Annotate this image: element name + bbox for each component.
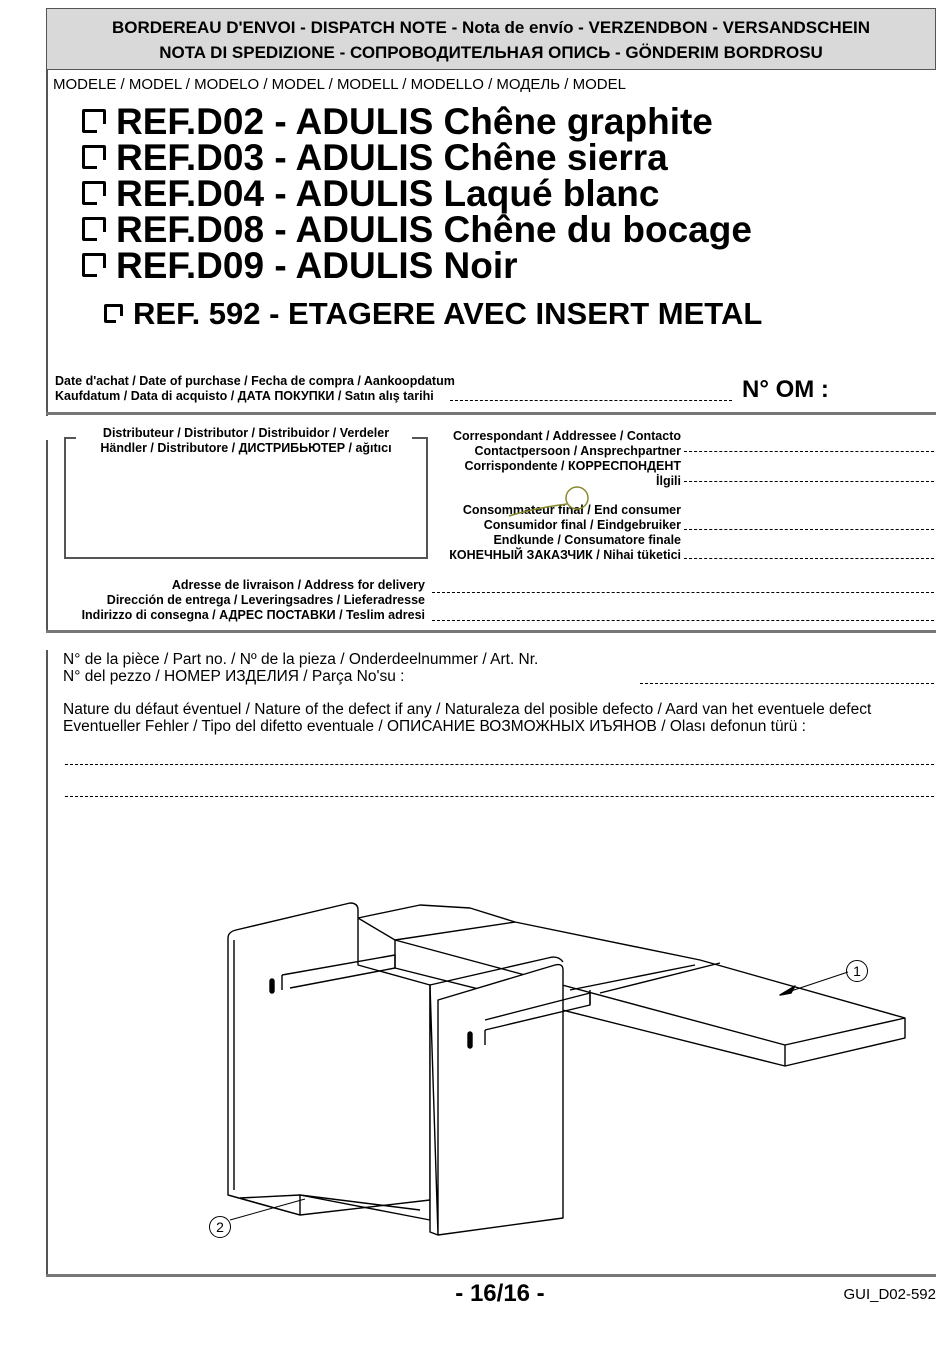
frame-left-bottom — [46, 650, 48, 1276]
delivery-label-3: Indirizzo di consegna / АДРЕС ПОСТАВКИ / Teslim adresi — [81, 608, 425, 622]
consumer-label-3: Endkunde / Consumatore finale — [493, 533, 681, 547]
distributor-label-2: Händler / Distributore / ДИСТРИБЬЮТЕР / ağıtıcı — [100, 441, 392, 455]
document-code: GUI_D02-592 — [843, 1286, 936, 1303]
consumer-label-1: Consommateur final / End consumer — [462, 503, 681, 517]
document-header — [46, 8, 936, 70]
checkbox-icon[interactable] — [104, 304, 123, 323]
consumer-field-1[interactable] — [684, 529, 934, 530]
defect-field-2[interactable] — [65, 796, 934, 797]
purchase-date-label-1: Date d'achat / Date of purchase / Fecha de compra / Aankoopdatum — [55, 374, 455, 388]
correspondent-label-3: Corrispondente / КОРРЕСПОНДЕНТ — [464, 459, 681, 473]
consumer-field-2[interactable] — [684, 558, 934, 559]
correspondent-label-1: Correspondant / Addressee / Contacto — [452, 429, 681, 443]
callout-1: 1 — [846, 960, 868, 982]
separator-1 — [46, 412, 936, 415]
distributor-label-1: Distributeur / Distributor / Distribuidor / Verdeler — [102, 426, 390, 440]
delivery-label-2: Dirección de entrega / Leveringsadres / Lieferadresse — [106, 593, 425, 607]
pen-mark-icon — [505, 486, 595, 522]
reference-592: REF. 592 - ETAGERE AVEC INSERT METAL — [104, 296, 762, 332]
separator-bottom — [46, 1274, 936, 1277]
frame-left-top — [46, 70, 48, 416]
correspondent-label-2: Contactpersoon / Ansprechpartner — [474, 444, 681, 458]
header-line-1: BORDEREAU D'ENVOI - DISPATCH NOTE - Nota de envío - VERZENDBON - VERSANDSCHEIN — [111, 18, 871, 37]
reference-item: REF.D02 - ADULIS Chêne graphite — [82, 104, 713, 140]
purchase-date-label-2: Kaufdatum / Data di acquisto / ДАТА ПОКУПКИ / Satın alış tarihi — [55, 389, 434, 403]
delivery-field-2[interactable] — [432, 620, 934, 621]
delivery-field-1[interactable] — [432, 592, 934, 593]
defect-label-2: Eventueller Fehler / Tipo del difetto eventuale / ОПИСАНИЕ ВОЗМОЖНЫХ ИЪЯНОВ / Olası defonun türü : — [63, 718, 806, 735]
om-number-label: N° OM : — [742, 376, 829, 403]
reference-item: REF.D09 - ADULIS Noir — [82, 248, 518, 284]
checkbox-icon[interactable] — [82, 181, 106, 205]
checkbox-icon[interactable] — [82, 253, 106, 277]
page-number: - 16/16 - — [455, 1280, 545, 1307]
correspondent-label-4: İlgili — [656, 474, 681, 488]
separator-2 — [46, 630, 936, 633]
header-line-2: NOTA DI SPEDIZIONE - СОПРОВОДИТЕЛЬНАЯ ОПИСЬ - GÖNDERIM BORDROSU — [159, 43, 823, 62]
part-number-label-1: N° de la pièce / Part no. / Nº de la pieza / Onderdeelnummer / Art. Nr. — [63, 651, 539, 668]
purchase-date-field[interactable] — [450, 400, 732, 401]
reference-item: REF.D03 - ADULIS Chêne sierra — [82, 140, 668, 176]
checkbox-icon[interactable] — [82, 109, 106, 133]
consumer-label-2: Consumidor final / Eindgebruiker — [483, 518, 681, 532]
delivery-label-1: Adresse de livraison / Address for delivery — [171, 578, 425, 592]
model-label: MODELE / MODEL / MODELO / MODEL / MODELL / MODELLO / МОДЕЛЬ / MODEL — [53, 76, 626, 93]
frame-left-mid — [46, 440, 48, 632]
part-number-label-2: N° del pezzo / НОМЕР ИЗДЕЛИЯ / Parça No'su : — [63, 668, 405, 685]
consumer-label-4: КОНЕЧНЫЙ ЗАКАЗЧИК / Nihai tüketici — [449, 548, 681, 562]
checkbox-icon[interactable] — [82, 145, 106, 169]
checkbox-icon[interactable] — [82, 217, 106, 241]
shelf-illustration — [200, 895, 920, 1245]
reference-item: REF.D08 - ADULIS Chêne du bocage — [82, 212, 752, 248]
correspondent-field-1[interactable] — [684, 451, 934, 452]
callout-2: 2 — [209, 1216, 231, 1238]
defect-field-1[interactable] — [65, 764, 934, 765]
reference-item: REF.D04 - ADULIS Laqué blanc — [82, 176, 659, 212]
defect-label-1: Nature du défaut éventuel / Nature of the defect if any / Naturaleza del posible defecto / Aard van het eventuele defect — [63, 701, 872, 718]
part-number-field[interactable] — [640, 683, 934, 684]
correspondent-field-2[interactable] — [684, 481, 934, 482]
